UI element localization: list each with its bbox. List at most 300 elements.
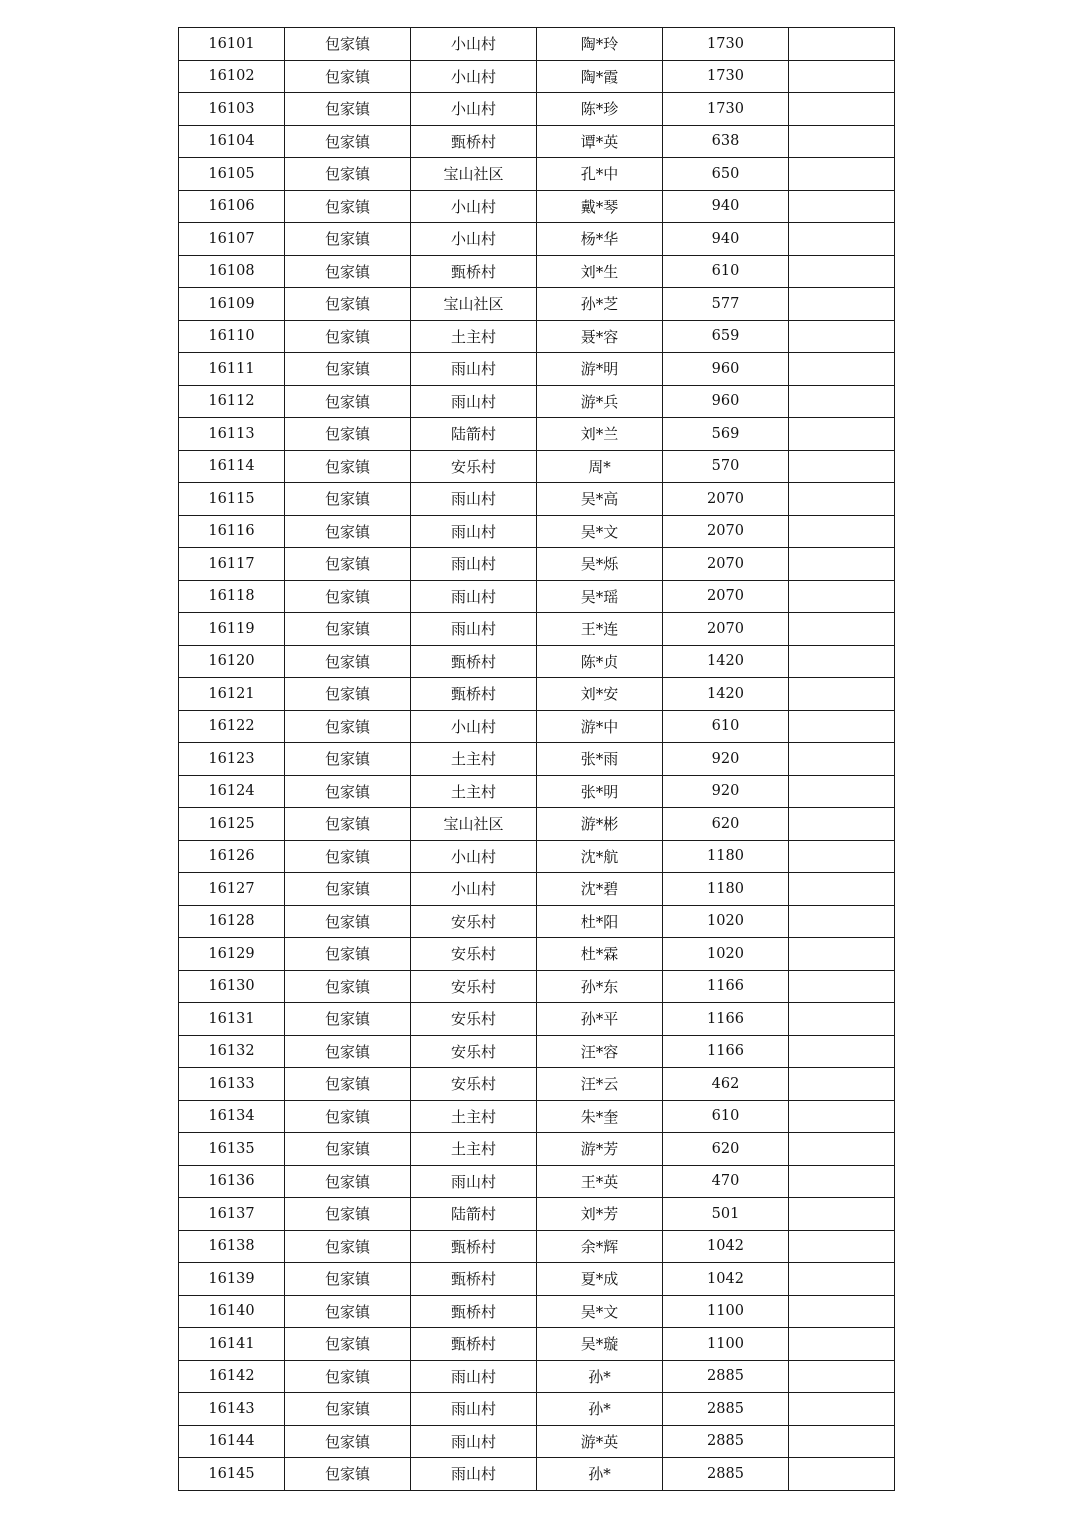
village-cell: 小山村 — [411, 60, 537, 93]
village-cell: 甄桥村 — [411, 1295, 537, 1328]
town-cell: 包家镇 — [285, 320, 411, 353]
serial-number-cell: 16141 — [179, 1328, 285, 1361]
name-cell: 刘*生 — [537, 255, 663, 288]
amount-cell: 610 — [663, 1100, 789, 1133]
name-cell: 张*雨 — [537, 743, 663, 776]
remark-cell — [789, 28, 895, 61]
town-cell: 包家镇 — [285, 288, 411, 321]
remark-cell — [789, 580, 895, 613]
name-cell: 孙* — [537, 1458, 663, 1491]
name-cell: 夏*成 — [537, 1263, 663, 1296]
remark-cell — [789, 548, 895, 581]
name-cell: 余*辉 — [537, 1230, 663, 1263]
remark-cell — [789, 450, 895, 483]
remark-cell — [789, 60, 895, 93]
village-cell: 雨山村 — [411, 613, 537, 646]
village-cell: 甄桥村 — [411, 1263, 537, 1296]
town-cell: 包家镇 — [285, 613, 411, 646]
name-cell: 刘*兰 — [537, 418, 663, 451]
remark-cell — [789, 905, 895, 938]
name-cell: 吴*文 — [537, 1295, 663, 1328]
table-row — [179, 93, 895, 126]
table-row — [179, 1133, 895, 1166]
amount-cell: 2070 — [663, 548, 789, 581]
town-cell: 包家镇 — [285, 1100, 411, 1133]
amount-cell: 2070 — [663, 515, 789, 548]
name-cell: 孙*东 — [537, 970, 663, 1003]
town-cell: 包家镇 — [285, 905, 411, 938]
amount-cell: 650 — [663, 158, 789, 191]
serial-number-cell: 16144 — [179, 1425, 285, 1458]
serial-number-cell: 16131 — [179, 1003, 285, 1036]
village-cell: 甄桥村 — [411, 1328, 537, 1361]
name-cell: 汪*容 — [537, 1035, 663, 1068]
amount-cell: 2070 — [663, 483, 789, 516]
amount-cell: 2885 — [663, 1458, 789, 1491]
table-row — [179, 970, 895, 1003]
remark-cell — [789, 1100, 895, 1133]
serial-number-cell: 16106 — [179, 190, 285, 223]
town-cell: 包家镇 — [285, 580, 411, 613]
serial-number-cell: 16136 — [179, 1165, 285, 1198]
remark-cell — [789, 1360, 895, 1393]
table-row — [179, 938, 895, 971]
remark-cell — [789, 1230, 895, 1263]
table-row — [179, 1360, 895, 1393]
town-cell: 包家镇 — [285, 1360, 411, 1393]
remark-cell — [789, 613, 895, 646]
serial-number-cell: 16138 — [179, 1230, 285, 1263]
village-cell: 雨山村 — [411, 1360, 537, 1393]
town-cell: 包家镇 — [285, 808, 411, 841]
village-cell: 宝山社区 — [411, 808, 537, 841]
town-cell: 包家镇 — [285, 1035, 411, 1068]
name-cell: 孔*中 — [537, 158, 663, 191]
amount-cell: 1020 — [663, 905, 789, 938]
serial-number-cell: 16108 — [179, 255, 285, 288]
serial-number-cell: 16120 — [179, 645, 285, 678]
table-row — [179, 158, 895, 191]
town-cell: 包家镇 — [285, 1198, 411, 1231]
amount-cell: 960 — [663, 353, 789, 386]
name-cell: 杜*霖 — [537, 938, 663, 971]
remark-cell — [789, 1068, 895, 1101]
amount-cell: 1166 — [663, 1003, 789, 1036]
serial-number-cell: 16118 — [179, 580, 285, 613]
serial-number-cell: 16110 — [179, 320, 285, 353]
serial-number-cell: 16111 — [179, 353, 285, 386]
village-cell: 土主村 — [411, 775, 537, 808]
serial-number-cell: 16128 — [179, 905, 285, 938]
serial-number-cell: 16105 — [179, 158, 285, 191]
data-table — [178, 27, 895, 1491]
village-cell: 雨山村 — [411, 385, 537, 418]
name-cell: 杜*阳 — [537, 905, 663, 938]
village-cell: 土主村 — [411, 1133, 537, 1166]
name-cell: 孙* — [537, 1393, 663, 1426]
village-cell: 安乐村 — [411, 1003, 537, 1036]
amount-cell: 2070 — [663, 580, 789, 613]
village-cell: 雨山村 — [411, 1165, 537, 1198]
town-cell: 包家镇 — [285, 125, 411, 158]
village-cell: 安乐村 — [411, 1068, 537, 1101]
town-cell: 包家镇 — [285, 1230, 411, 1263]
amount-cell: 1420 — [663, 645, 789, 678]
amount-cell: 2885 — [663, 1393, 789, 1426]
remark-cell — [789, 840, 895, 873]
town-cell: 包家镇 — [285, 645, 411, 678]
name-cell: 孙*平 — [537, 1003, 663, 1036]
amount-cell: 1020 — [663, 938, 789, 971]
serial-number-cell: 16104 — [179, 125, 285, 158]
amount-cell: 940 — [663, 190, 789, 223]
serial-number-cell: 16117 — [179, 548, 285, 581]
serial-number-cell: 16139 — [179, 1263, 285, 1296]
table-row — [179, 1328, 895, 1361]
amount-cell: 1730 — [663, 28, 789, 61]
name-cell: 汪*云 — [537, 1068, 663, 1101]
remark-cell — [789, 1328, 895, 1361]
table-row — [179, 1230, 895, 1263]
village-cell: 宝山社区 — [411, 288, 537, 321]
name-cell: 刘*安 — [537, 678, 663, 711]
town-cell: 包家镇 — [285, 385, 411, 418]
table-row — [179, 710, 895, 743]
amount-cell: 920 — [663, 775, 789, 808]
village-cell: 小山村 — [411, 93, 537, 126]
remark-cell — [789, 678, 895, 711]
serial-number-cell: 16137 — [179, 1198, 285, 1231]
town-cell: 包家镇 — [285, 970, 411, 1003]
remark-cell — [789, 743, 895, 776]
name-cell: 吴*璇 — [537, 1328, 663, 1361]
remark-cell — [789, 515, 895, 548]
amount-cell: 577 — [663, 288, 789, 321]
town-cell: 包家镇 — [285, 1133, 411, 1166]
amount-cell: 620 — [663, 808, 789, 841]
name-cell: 杨*华 — [537, 223, 663, 256]
table-row — [179, 190, 895, 223]
remark-cell — [789, 190, 895, 223]
remark-cell — [789, 385, 895, 418]
serial-number-cell: 16107 — [179, 223, 285, 256]
table-row — [179, 418, 895, 451]
village-cell: 小山村 — [411, 840, 537, 873]
name-cell: 游*兵 — [537, 385, 663, 418]
table-row — [179, 808, 895, 841]
town-cell: 包家镇 — [285, 1165, 411, 1198]
town-cell: 包家镇 — [285, 93, 411, 126]
name-cell: 谭*英 — [537, 125, 663, 158]
serial-number-cell: 16140 — [179, 1295, 285, 1328]
name-cell: 游*明 — [537, 353, 663, 386]
amount-cell: 1420 — [663, 678, 789, 711]
name-cell: 游*芳 — [537, 1133, 663, 1166]
table-row — [179, 288, 895, 321]
name-cell: 沈*碧 — [537, 873, 663, 906]
serial-number-cell: 16132 — [179, 1035, 285, 1068]
amount-cell: 1100 — [663, 1328, 789, 1361]
serial-number-cell: 16134 — [179, 1100, 285, 1133]
table-row — [179, 255, 895, 288]
amount-cell: 1180 — [663, 873, 789, 906]
remark-cell — [789, 970, 895, 1003]
village-cell: 土主村 — [411, 320, 537, 353]
table-row — [179, 580, 895, 613]
town-cell: 包家镇 — [285, 938, 411, 971]
amount-cell: 470 — [663, 1165, 789, 1198]
table-row — [179, 353, 895, 386]
village-cell: 雨山村 — [411, 515, 537, 548]
serial-number-cell: 16123 — [179, 743, 285, 776]
amount-cell: 570 — [663, 450, 789, 483]
town-cell: 包家镇 — [285, 710, 411, 743]
remark-cell — [789, 1198, 895, 1231]
village-cell: 安乐村 — [411, 1035, 537, 1068]
table-row — [179, 450, 895, 483]
serial-number-cell: 16102 — [179, 60, 285, 93]
name-cell: 陶*霞 — [537, 60, 663, 93]
amount-cell: 1730 — [663, 93, 789, 126]
amount-cell: 1042 — [663, 1263, 789, 1296]
table-row — [179, 515, 895, 548]
town-cell: 包家镇 — [285, 1425, 411, 1458]
serial-number-cell: 16129 — [179, 938, 285, 971]
table-row — [179, 743, 895, 776]
village-cell: 甄桥村 — [411, 255, 537, 288]
amount-cell: 1166 — [663, 970, 789, 1003]
serial-number-cell: 16125 — [179, 808, 285, 841]
town-cell: 包家镇 — [285, 158, 411, 191]
table-row — [179, 775, 895, 808]
town-cell: 包家镇 — [285, 28, 411, 61]
serial-number-cell: 16112 — [179, 385, 285, 418]
remark-cell — [789, 223, 895, 256]
table-row — [179, 125, 895, 158]
name-cell: 周* — [537, 450, 663, 483]
name-cell: 王*连 — [537, 613, 663, 646]
name-cell: 孙* — [537, 1360, 663, 1393]
town-cell: 包家镇 — [285, 1393, 411, 1426]
village-cell: 雨山村 — [411, 353, 537, 386]
town-cell: 包家镇 — [285, 873, 411, 906]
serial-number-cell: 16122 — [179, 710, 285, 743]
amount-cell: 2885 — [663, 1425, 789, 1458]
serial-number-cell: 16103 — [179, 93, 285, 126]
town-cell: 包家镇 — [285, 1328, 411, 1361]
remark-cell — [789, 1165, 895, 1198]
remark-cell — [789, 1263, 895, 1296]
amount-cell: 501 — [663, 1198, 789, 1231]
name-cell: 张*明 — [537, 775, 663, 808]
name-cell: 游*中 — [537, 710, 663, 743]
village-cell: 陆箭村 — [411, 1198, 537, 1231]
table-row — [179, 1035, 895, 1068]
town-cell: 包家镇 — [285, 775, 411, 808]
amount-cell: 920 — [663, 743, 789, 776]
table-row — [179, 483, 895, 516]
remark-cell — [789, 1458, 895, 1491]
serial-number-cell: 16126 — [179, 840, 285, 873]
table-body — [179, 28, 895, 1491]
table-row — [179, 1165, 895, 1198]
table-row — [179, 1458, 895, 1491]
amount-cell: 960 — [663, 385, 789, 418]
town-cell: 包家镇 — [285, 60, 411, 93]
serial-number-cell: 16121 — [179, 678, 285, 711]
serial-number-cell: 16114 — [179, 450, 285, 483]
village-cell: 甄桥村 — [411, 125, 537, 158]
village-cell: 小山村 — [411, 28, 537, 61]
table-row — [179, 1198, 895, 1231]
amount-cell: 610 — [663, 710, 789, 743]
name-cell: 陶*玲 — [537, 28, 663, 61]
amount-cell: 462 — [663, 1068, 789, 1101]
village-cell: 雨山村 — [411, 1458, 537, 1491]
remark-cell — [789, 1003, 895, 1036]
name-cell: 游*英 — [537, 1425, 663, 1458]
name-cell: 孙*芝 — [537, 288, 663, 321]
amount-cell: 940 — [663, 223, 789, 256]
table-row — [179, 873, 895, 906]
village-cell: 雨山村 — [411, 1393, 537, 1426]
town-cell: 包家镇 — [285, 1003, 411, 1036]
town-cell: 包家镇 — [285, 190, 411, 223]
remark-cell — [789, 288, 895, 321]
town-cell: 包家镇 — [285, 840, 411, 873]
village-cell: 小山村 — [411, 710, 537, 743]
amount-cell: 569 — [663, 418, 789, 451]
table-row — [179, 320, 895, 353]
village-cell: 安乐村 — [411, 905, 537, 938]
town-cell: 包家镇 — [285, 1295, 411, 1328]
village-cell: 小山村 — [411, 223, 537, 256]
table-row — [179, 1425, 895, 1458]
name-cell: 戴*琴 — [537, 190, 663, 223]
village-cell: 安乐村 — [411, 450, 537, 483]
amount-cell: 2885 — [663, 1360, 789, 1393]
serial-number-cell: 16130 — [179, 970, 285, 1003]
name-cell: 陈*贞 — [537, 645, 663, 678]
town-cell: 包家镇 — [285, 450, 411, 483]
remark-cell — [789, 1425, 895, 1458]
village-cell: 陆箭村 — [411, 418, 537, 451]
amount-cell: 1730 — [663, 60, 789, 93]
name-cell: 吴*高 — [537, 483, 663, 516]
village-cell: 小山村 — [411, 873, 537, 906]
amount-cell: 1166 — [663, 1035, 789, 1068]
serial-number-cell: 16119 — [179, 613, 285, 646]
table-row — [179, 645, 895, 678]
remark-cell — [789, 645, 895, 678]
name-cell: 游*彬 — [537, 808, 663, 841]
town-cell: 包家镇 — [285, 548, 411, 581]
serial-number-cell: 16135 — [179, 1133, 285, 1166]
serial-number-cell: 16101 — [179, 28, 285, 61]
table-row — [179, 1100, 895, 1133]
remark-cell — [789, 808, 895, 841]
amount-cell: 1042 — [663, 1230, 789, 1263]
town-cell: 包家镇 — [285, 255, 411, 288]
town-cell: 包家镇 — [285, 483, 411, 516]
name-cell: 陈*珍 — [537, 93, 663, 126]
remark-cell — [789, 158, 895, 191]
village-cell: 甄桥村 — [411, 645, 537, 678]
serial-number-cell: 16143 — [179, 1393, 285, 1426]
town-cell: 包家镇 — [285, 678, 411, 711]
table-row — [179, 1068, 895, 1101]
name-cell: 吴*烁 — [537, 548, 663, 581]
serial-number-cell: 16115 — [179, 483, 285, 516]
remark-cell — [789, 710, 895, 743]
remark-cell — [789, 353, 895, 386]
remark-cell — [789, 125, 895, 158]
amount-cell: 620 — [663, 1133, 789, 1166]
village-cell: 安乐村 — [411, 970, 537, 1003]
remark-cell — [789, 320, 895, 353]
remark-cell — [789, 418, 895, 451]
remark-cell — [789, 1133, 895, 1166]
village-cell: 土主村 — [411, 743, 537, 776]
remark-cell — [789, 1035, 895, 1068]
serial-number-cell: 16127 — [179, 873, 285, 906]
table-row — [179, 223, 895, 256]
serial-number-cell: 16113 — [179, 418, 285, 451]
remark-cell — [789, 1295, 895, 1328]
remark-cell — [789, 873, 895, 906]
table-row — [179, 1003, 895, 1036]
town-cell: 包家镇 — [285, 353, 411, 386]
village-cell: 甄桥村 — [411, 678, 537, 711]
serial-number-cell: 16145 — [179, 1458, 285, 1491]
village-cell: 雨山村 — [411, 483, 537, 516]
serial-number-cell: 16116 — [179, 515, 285, 548]
village-cell: 甄桥村 — [411, 1230, 537, 1263]
amount-cell: 610 — [663, 255, 789, 288]
table-row — [179, 1263, 895, 1296]
town-cell: 包家镇 — [285, 743, 411, 776]
remark-cell — [789, 483, 895, 516]
table-row — [179, 905, 895, 938]
village-cell: 雨山村 — [411, 1425, 537, 1458]
village-cell: 土主村 — [411, 1100, 537, 1133]
table-row — [179, 840, 895, 873]
town-cell: 包家镇 — [285, 1068, 411, 1101]
village-cell: 小山村 — [411, 190, 537, 223]
table-row — [179, 60, 895, 93]
village-cell: 雨山村 — [411, 580, 537, 613]
amount-cell: 1180 — [663, 840, 789, 873]
town-cell: 包家镇 — [285, 1458, 411, 1491]
remark-cell — [789, 93, 895, 126]
village-cell: 雨山村 — [411, 548, 537, 581]
town-cell: 包家镇 — [285, 418, 411, 451]
table-row — [179, 678, 895, 711]
table-row — [179, 613, 895, 646]
name-cell: 吴*瑶 — [537, 580, 663, 613]
name-cell: 吴*文 — [537, 515, 663, 548]
town-cell: 包家镇 — [285, 1263, 411, 1296]
serial-number-cell: 16142 — [179, 1360, 285, 1393]
serial-number-cell: 16124 — [179, 775, 285, 808]
serial-number-cell: 16109 — [179, 288, 285, 321]
name-cell: 聂*容 — [537, 320, 663, 353]
town-cell: 包家镇 — [285, 515, 411, 548]
remark-cell — [789, 1393, 895, 1426]
table-row — [179, 1295, 895, 1328]
table-row — [179, 1393, 895, 1426]
remark-cell — [789, 255, 895, 288]
